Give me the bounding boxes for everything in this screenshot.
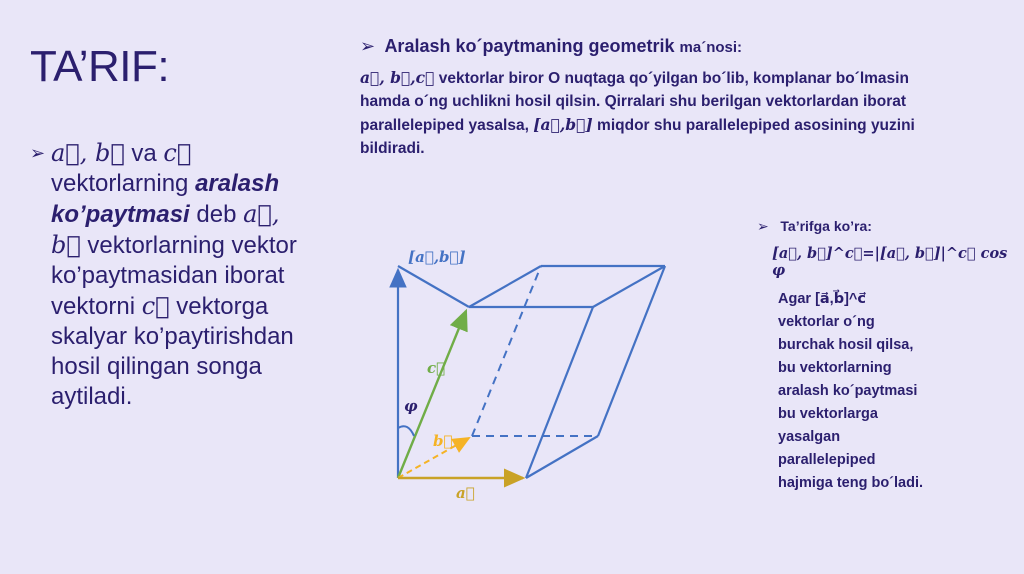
edge-top-right [593,266,665,307]
definition-part2: vektorlarning vektor ko’paytmasidan iborat vektorni [51,232,297,320]
vector-c-2: c⃗ [141,292,170,320]
arrow-bullet-icon: ➢ [757,218,769,234]
arrow-bullet-icon: ➢ [30,143,46,163]
label-b: b⃗ [433,432,453,450]
definition-part1: vektorlarning [51,170,196,197]
geometric-heading-bold: Aralash ko´paytmaning geometrik [384,36,680,56]
label-a: a⃗ [456,484,475,502]
vector-c-arrow [398,311,466,478]
agar-line: burchak hosil qilsa, [778,337,914,353]
agar-line: aralash ko´paytmasi [778,383,918,399]
angle-phi-arc [398,426,414,436]
deb-word: deb [189,201,244,228]
arrow-bullet-icon: ➢ [360,36,376,56]
agar-line: hajmiga teng bo´ladi. [778,475,924,491]
edge-ab-to-top [398,266,469,307]
edge-right-vertical [598,266,665,436]
rule-heading-text: Ta’rifga ko’ra: [780,218,872,234]
va-word: va [124,140,164,167]
geometric-text-1: vektorlar biror O nuqtaga qo´yilgan bo´lib, komplanar bo´lmasin hamda o´ng uchlikni hosil qilsin. Qirralari shu berilgan vektorlardan iborat parallelepiped yasalsa, [360,70,909,134]
term-koptmasi: ko’paytmasi [51,201,190,228]
agar-line: bu vektorlarning [778,360,892,376]
agar-line: Agar [a⃗,b⃗]^c⃗ [778,291,866,307]
vectors-ab-2: a⃗, b⃗ [51,200,280,259]
label-phi: φ [404,397,418,415]
edge-bottom-right [526,436,598,478]
geometric-vectors: a⃗, b⃗,c⃗ [360,68,435,87]
agar-line: parallelepiped [778,452,876,468]
agar-line: yasalgan [778,429,841,445]
geometric-bracket: [a⃗,b⃗] [533,115,593,134]
geometric-heading-small: ma´nosi: [679,39,743,56]
vector-c: c⃗ [163,139,192,167]
label-c: c⃗ [427,359,446,377]
term-aralash: aralash [195,170,280,197]
definition-part3: vektorga skalyar ko’paytirishdan hosil qilingan songa aytiladi. [51,293,294,410]
page-title: TA’RIF: [30,42,170,91]
edge-front-right [526,307,593,478]
agar-line: bu vektorlarga [778,406,878,422]
edge-top-left [469,266,541,307]
agar-line: vektorlar o´ng [778,314,875,330]
vectors-ab: a⃗, b⃗ [51,139,125,167]
label-ab: [a⃗,b⃗] [408,248,466,266]
geometric-text-2: miqdor shu parallelepiped asosining yuzini bildiradi. [360,117,915,157]
rule-formula: [a⃗, b⃗]^c⃗=|[a⃗, b⃗]|^c⃗ cos φ [772,245,1008,279]
edge-hidden-vertical [472,266,541,436]
